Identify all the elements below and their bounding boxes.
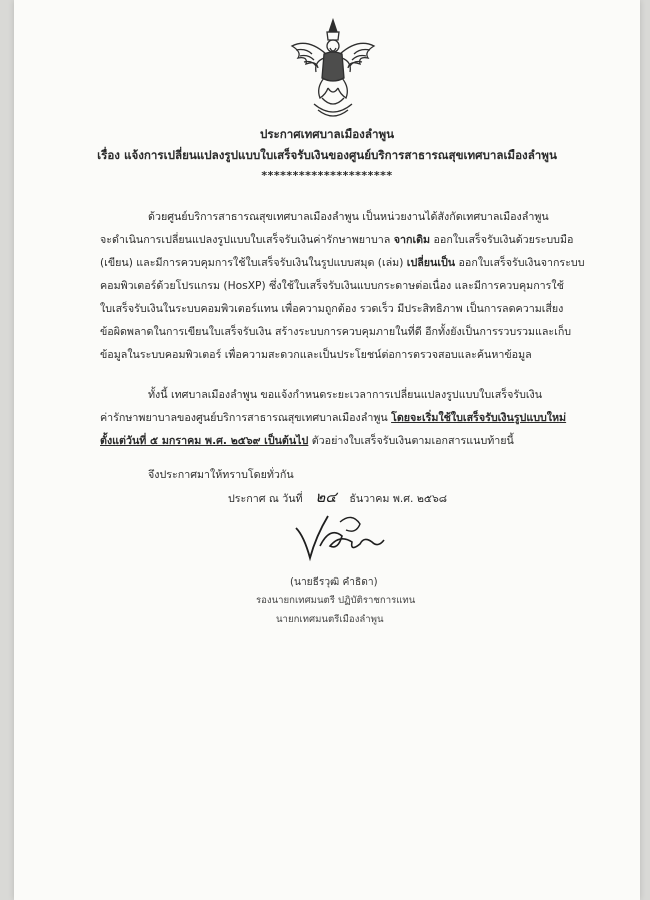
signature-image (290, 506, 390, 564)
handwritten-day: ๒๔ (315, 488, 337, 506)
announcement-title: ประกาศเทศบาลเมืองลำพูน (259, 127, 395, 141)
para2-line1: ทั้งนี้ เทศบาลเมืองลำพูน ขอแจ้งกำหนดระยะเวลาการเปลี่ยนแปลงรูปแบบใบเสร็จรับเงิน (148, 388, 543, 401)
para1-line7: ข้อมูลในระบบคอมพิวเตอร์ เพื่อความสะดวกและเป็นประโยชน์ต่อการตรวจสอบและค้นหาข้อมูล (100, 348, 532, 361)
signer-position-1: รองนายกเทศมนตรี ปฏิบัติราชการแทน (256, 595, 416, 606)
para1-line4: คอมพิวเตอร์ด้วยโปรแกรม (HosXP) ซึ่งใช้ใบเสร็จรับเงินแบบกระดาษต่อเนื่อง และมีการควบคุมการใช้ (100, 279, 564, 292)
separator-stars: ********************* (261, 169, 393, 182)
announcement-subject: เรื่อง แจ้งการเปลี่ยนแปลงรูปแบบใบเสร็จรับเงินของศูนย์บริการสาธารณสุขเทศบาลเมืองลำพูน (97, 148, 557, 162)
para2-line2: ค่ารักษาพยาบาลของศูนย์บริการสาธารณสุขเทศบาลเมืองลำพูน โดยจะเริ่มใช้ใบเสร็จรับเงินรูปแบบใหม่ (100, 411, 567, 424)
para1-line3: (เขียน) และมีการควบคุมการใช้ใบเสร็จรับเงินในรูปแบบสมุด (เล่ม) เปลี่ยนเป็น ออกใบเสร็จรับเงินจากระบบ (100, 256, 585, 269)
para2-line3: ตั้งแต่วันที่ ๕ มกราคม พ.ศ. ๒๕๖๙ เป็นต้นไป ตัวอย่างใบเสร็จรับเงินตามเอกสารแนบท้ายนี้ (100, 434, 514, 447)
para1-line6: ข้อผิดพลาดในการเขียนใบเสร็จรับเงิน สร้างระบบการควบคุมภายในที่ดี อีกทั้งยังเป็นการรวบรวมและเก็บ (100, 325, 572, 338)
para1-line5: ใบเสร็จรับเงินในระบบคอมพิวเตอร์แทน เพื่อความถูกต้อง รวดเร็ว มีประสิทธิภาพ เป็นการลดความเสี่ยง (100, 302, 564, 315)
garuda-emblem (288, 18, 378, 122)
signer-position-2: นายกเทศมนตรีเมืองลำพูน (276, 614, 384, 625)
signer-name: (นายธีรวุฒิ คำธิดา) (290, 577, 378, 588)
para1-line2: จะดำเนินการเปลี่ยนแปลงรูปแบบใบเสร็จรับเงินค่ารักษาพยาบาล จากเดิม ออกใบเสร็จรับเงินด้วยระบบมือ (100, 233, 574, 246)
closing-line: จึงประกาศมาให้ทราบโดยทั่วกัน (148, 468, 294, 481)
para1-line1: ด้วยศูนย์บริการสาธารณสุขเทศบาลเมืองลำพูน เป็นหน่วยงานได้สังกัดเทศบาลเมืองลำพูน (148, 210, 549, 223)
announcement-date: ประกาศ ณ วันที่ ๒๔ ธันวาคม พ.ศ. ๒๕๖๘ (228, 488, 448, 506)
document-page (14, 0, 640, 900)
